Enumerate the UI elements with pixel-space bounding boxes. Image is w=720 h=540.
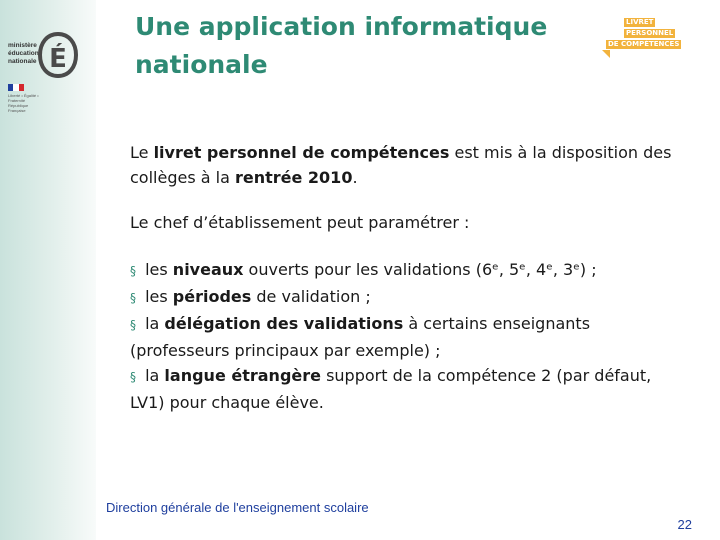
intro-bold-livret: livret personnel de compétences bbox=[153, 143, 450, 162]
bullet-bold: périodes bbox=[172, 287, 252, 306]
livret-line-1: LIVRET bbox=[626, 18, 654, 26]
slide-body bbox=[130, 140, 690, 415]
footer-direction: Direction générale de l'enseignement scolaire bbox=[106, 500, 369, 515]
bullet-bold: délégation des validations bbox=[164, 314, 404, 333]
bullet-item-delegation bbox=[130, 311, 690, 363]
livret-logo bbox=[602, 16, 686, 62]
bullet-bold: langue étrangère bbox=[164, 366, 321, 385]
bullet-pre: la bbox=[140, 314, 165, 333]
sidebar-gradient bbox=[0, 0, 96, 540]
slide-title: Une application informatique nationale bbox=[135, 12, 548, 79]
bullet-post: à certains enseignants (professeurs principaux par exemple) ; bbox=[130, 314, 591, 360]
ministry-e-letter: É bbox=[49, 44, 67, 74]
bullet-mark: § bbox=[130, 291, 136, 305]
republic-logo bbox=[8, 84, 46, 113]
bullet-pre: les bbox=[140, 260, 173, 279]
intro-text-3: . bbox=[352, 168, 358, 187]
livret-tail-shape bbox=[602, 50, 610, 58]
bullet-post: support de la compétence 2 (par défaut, LV1) pour chaque élève. bbox=[130, 366, 652, 412]
flag-red bbox=[19, 84, 24, 91]
livret-line-3: DE COMPÉTENCES bbox=[608, 40, 680, 48]
bullet-item-niveaux bbox=[130, 257, 690, 284]
bullet-post: ouverts pour les validations (6ᵉ, 5ᵉ, 4ᵉ, 3ᵉ) ; bbox=[243, 260, 597, 279]
page-number: 22 bbox=[677, 517, 692, 532]
bullet-bold: niveaux bbox=[172, 260, 244, 279]
ministry-line-2: éducation bbox=[8, 50, 39, 57]
bullet-pre: la bbox=[140, 366, 165, 385]
ministry-e-emblem bbox=[36, 28, 80, 80]
bullet-item-periodes bbox=[130, 284, 690, 311]
intro-text-1: Le bbox=[130, 143, 154, 162]
ministry-line-3: nationale bbox=[8, 58, 37, 65]
livret-line-2: PERSONNEL bbox=[626, 29, 674, 37]
ministry-logo bbox=[8, 28, 76, 82]
bullet-mark: § bbox=[130, 264, 136, 278]
bullet-list bbox=[130, 257, 690, 415]
french-flag-icon bbox=[8, 84, 24, 91]
bullet-post: de validation ; bbox=[251, 287, 371, 306]
chef-paragraph: Le chef d’établissement peut paramétrer : bbox=[130, 213, 470, 232]
bullet-mark: § bbox=[130, 318, 136, 332]
republic-motto: Liberté • Égalité • Fraternité République Française bbox=[8, 93, 39, 113]
bullet-item-langue bbox=[130, 363, 690, 415]
intro-paragraph bbox=[130, 140, 690, 190]
intro-text-2: est mis à la disposition des collèges à la bbox=[130, 143, 672, 187]
ministry-line-1: ministère bbox=[8, 42, 37, 49]
bullet-mark: § bbox=[130, 370, 136, 384]
bullet-pre: les bbox=[140, 287, 173, 306]
intro-bold-rentree: rentrée 2010 bbox=[234, 168, 353, 187]
